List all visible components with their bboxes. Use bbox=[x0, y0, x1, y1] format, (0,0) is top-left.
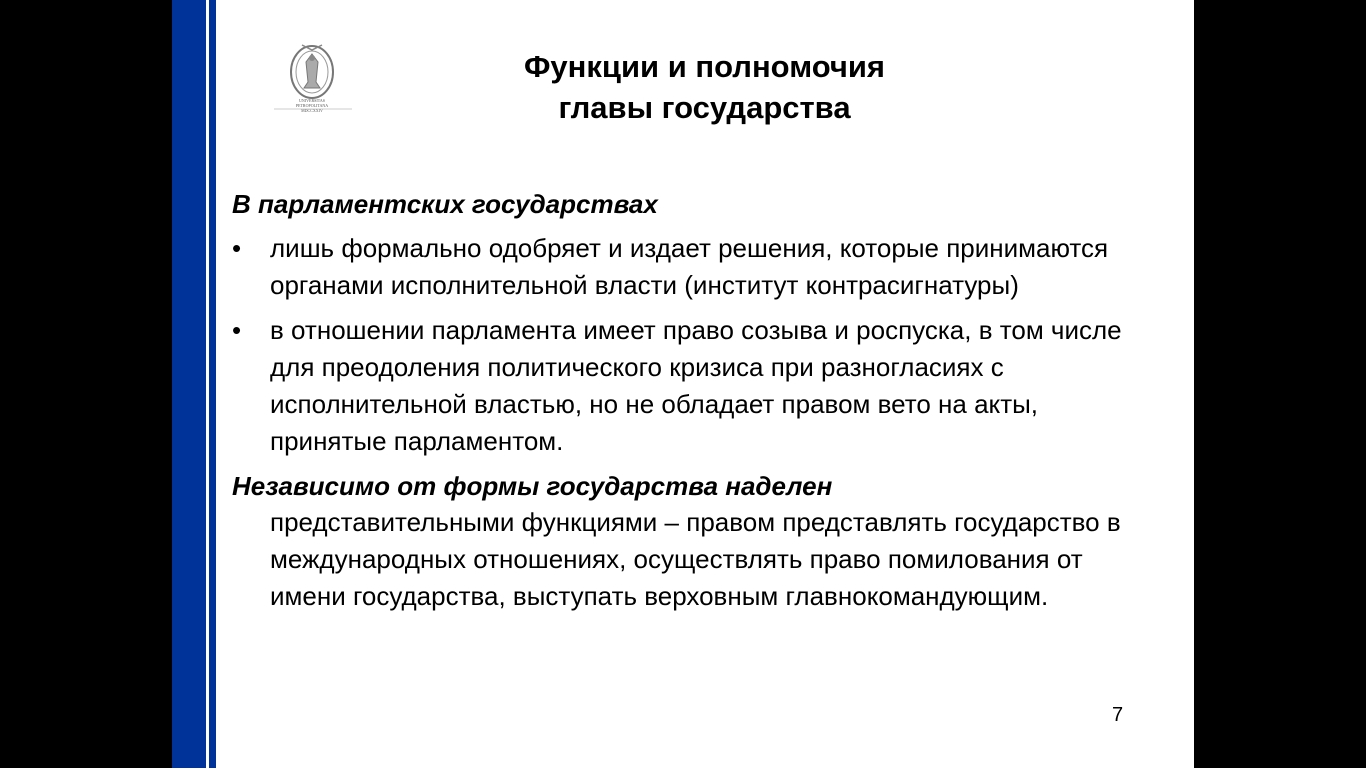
svg-text:MDCCXXIV: MDCCXXIV bbox=[301, 108, 323, 113]
slide-title bbox=[432, 46, 977, 128]
side-bar-thick bbox=[172, 0, 206, 768]
title-line-2: главы государства bbox=[558, 90, 851, 125]
title-line-1: Функции и полномочия bbox=[523, 49, 886, 84]
bullet-symbol: • bbox=[232, 315, 242, 345]
page-number: 7 bbox=[1112, 704, 1124, 726]
university-seal-logo bbox=[272, 42, 354, 114]
bullet-text: лишь формально одобряет и издает решения, которые принимаются органами исполнительной власти (институт контрасигнатуры) bbox=[270, 233, 1109, 300]
svg-text:UNIVERSITAS: UNIVERSITAS bbox=[299, 98, 325, 103]
bullet-item bbox=[232, 312, 1132, 460]
bullet-text: в отношении парламента имеет право созыва и роспуска, в том числе для преодоления политического кризиса при разногласиях с исполнительной властью, но не обладает правом вето на акты, принятые парламентом. bbox=[270, 315, 1122, 456]
slide-content bbox=[232, 186, 1132, 615]
slide bbox=[172, 0, 1194, 768]
section-text-independent: представительными функциями – правом представлять государство в международных отношениях, осуществлять право помилования от имени государства, выступать верховным главнокомандующим. bbox=[270, 507, 1121, 611]
section-heading-independent: Независимо от формы государства наделен bbox=[232, 471, 833, 501]
side-bar-thin bbox=[209, 0, 216, 768]
svg-text:PETROPOLITANA: PETROPOLITANA bbox=[295, 103, 329, 108]
bullet-symbol: • bbox=[232, 233, 242, 263]
bullet-item bbox=[232, 230, 1132, 304]
section-heading-parliamentary: В парламентских государствах bbox=[232, 189, 658, 219]
